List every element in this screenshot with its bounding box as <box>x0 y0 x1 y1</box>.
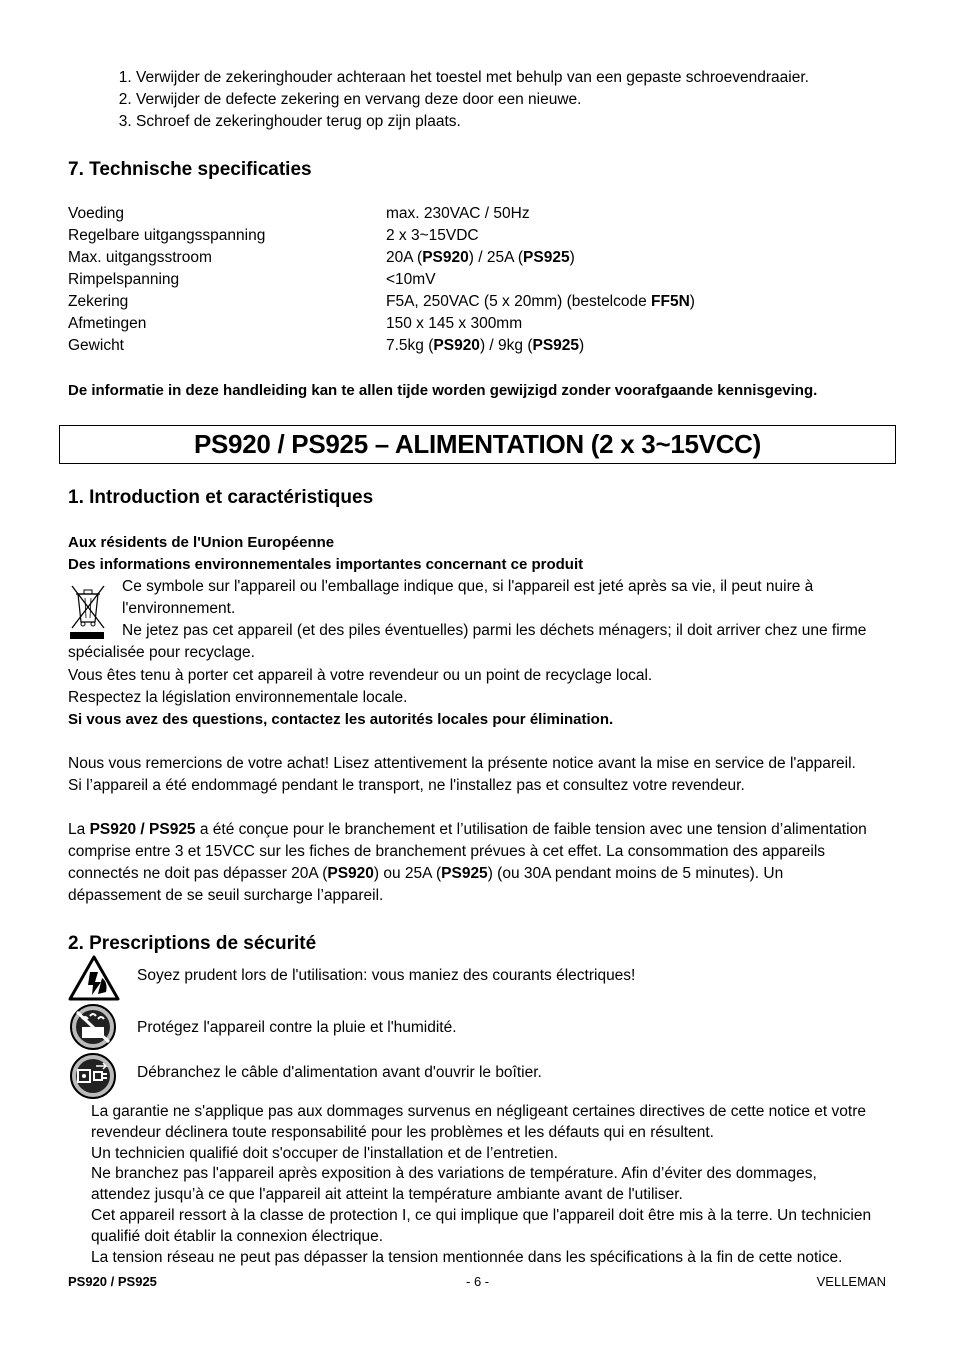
list-item: 3. Schroef de zekeringhouder terug op zijn plaats. <box>136 111 809 133</box>
weee-text: Ne jetez pas cet appareil (et des piles éventuelles) parmi les déchets ménagers; il doit arriver chez une firme <box>122 622 867 639</box>
table-row <box>68 269 888 291</box>
paragraph-line: revendeur déclinera toute responsabilité pour les problèmes et les défauts qui en résultent. <box>91 1123 714 1141</box>
table-row <box>68 247 888 269</box>
spec-value: F5A, 250VAC (5 x 20mm) (bestelcode FF5N) <box>386 293 695 310</box>
weee-text: spécialisée pour recyclage. <box>68 644 255 661</box>
paragraph-line: qualifié doit établir la connexion électrique. <box>91 1227 384 1245</box>
paragraph-line: Ne branchez pas l'appareil après exposition à des variations de température. Afin d’éviter des dommages, <box>91 1165 817 1183</box>
intro-heading: 1. Introduction et caractéristiques <box>68 487 374 508</box>
spec-value: 7.5kg (PS920) / 9kg (PS925) <box>386 337 585 354</box>
eu-title: Aux résidents de l'Union Européenne <box>68 534 335 551</box>
table-row <box>68 313 888 335</box>
section-title: PS920 / PS925 – ALIMENTATION (2 x 3~15VCC) <box>59 425 896 464</box>
list-item: 1. Verwijder de zekeringhouder achteraan het toestel met behulp van een gepaste schroevendraaier. <box>136 67 809 89</box>
spec-value: max. 230VAC / 50Hz <box>386 205 530 222</box>
table-row <box>68 291 888 313</box>
spec-label: Rimpelspanning <box>68 271 180 288</box>
spec-label: Zekering <box>68 293 129 310</box>
paragraph-line: Un technicien qualifié doit s'occuper de l'installation et de l’entretien. <box>91 1144 558 1162</box>
paragraph-line: attendez jusqu’à ce que l'appareil ait atteint la température ambiante avant de l'utiliser. <box>91 1186 683 1204</box>
paragraph-line: La garantie ne s'applique pas aux dommages survenus en négligeant certaines directives de cette notice et votre <box>91 1103 866 1120</box>
tech-heading: 7. Technische specificaties <box>68 159 312 180</box>
spec-label: Max. uitgangsstroom <box>68 249 212 266</box>
footer-model: PS920 / PS925 <box>68 1274 157 1289</box>
warning-text: Débranchez le câble d'alimentation avant d'ouvrir le boîtier. <box>137 1064 542 1081</box>
thanks-text: Si l’appareil a été endommagé pendant le transport, ne l'installez pas et consultez votre revendeur. <box>68 777 745 794</box>
weee-text: Respectez la législation environnementale locale. <box>68 689 408 706</box>
list-item: 2. Verwijder de defecte zekering en vervang deze door een nieuwe. <box>136 89 809 111</box>
safety-paragraphs <box>91 1102 891 1268</box>
no-rain-icon <box>68 1003 120 1051</box>
spec-value: 150 x 145 x 300mm <box>386 315 523 332</box>
spec-label: Gewicht <box>68 337 124 354</box>
spec-value: <10mV <box>386 271 436 288</box>
eu-subtitle: Des informations environnementales importantes concernant ce produit <box>68 556 584 573</box>
description-text: comprise entre 3 et 15VCC sur les fiches de branchement prévues à cet effet. La consommation des appareils <box>68 843 826 860</box>
unplug-icon <box>68 1052 120 1100</box>
page-number: - 6 - <box>466 1274 490 1289</box>
footer-brand: VELLEMAN <box>816 1274 886 1289</box>
warning-text: Protégez l'appareil contre la pluie et l'humidité. <box>137 1019 457 1036</box>
spec-table <box>68 203 888 357</box>
electric-shock-warning-icon <box>68 954 120 1002</box>
thanks-text: Nous vous remercions de votre achat! Lisez attentivement la présente notice avant la mise en service de l'appareil. <box>68 755 856 772</box>
description-text: connectés ne doit pas dépasser 20A (PS920) ou 25A (PS925) (ou 30A pendant moins de 5 minutes). Un <box>68 865 784 882</box>
crossed-bin-icon <box>68 582 108 642</box>
spec-value: 20A (PS920) / 25A (PS925) <box>386 249 575 266</box>
weee-text: Ce symbole sur l'appareil ou l'emballage indique que, si l'appareil est jeté après sa vie, il peut nuire à <box>122 578 814 595</box>
table-row <box>68 335 888 357</box>
fuse-steps <box>68 67 809 133</box>
table-row <box>68 203 888 225</box>
warning-text: Soyez prudent lors de l'utilisation: vous maniez des courants électriques! <box>137 967 636 984</box>
spec-value: 2 x 3~15VDC <box>386 227 479 244</box>
weee-contact: Si vous avez des questions, contactez les autorités locales pour élimination. <box>68 711 614 728</box>
table-row <box>68 225 888 247</box>
spec-label: Regelbare uitgangsspanning <box>68 227 266 244</box>
description-text: dépassement de se seuil surcharge l’appareil. <box>68 887 384 904</box>
spec-label: Afmetingen <box>68 315 147 332</box>
change-notice: De informatie in deze handleiding kan te allen tijde worden gewijzigd zonder voorafgaande kennisgeving. <box>68 382 818 399</box>
spec-label: Voeding <box>68 205 125 222</box>
weee-text: Vous êtes tenu à porter cet appareil à votre revendeur ou un point de recyclage local. <box>68 667 653 684</box>
paragraph-line: Cet appareil ressort à la classe de protection I, ce qui implique que l'appareil doit être mis à la terre. Un technicien <box>91 1206 872 1224</box>
weee-text: l'environnement. <box>122 600 236 617</box>
safety-heading: 2. Prescriptions de sécurité <box>68 933 317 954</box>
paragraph-line: La tension réseau ne peut pas dépasser la tension mentionnée dans les spécifications à la fin de cette notice. <box>91 1248 843 1266</box>
description-text: La PS920 / PS925 a été conçue pour le branchement et l’utilisation de faible tension avec une tension d’alimentation <box>68 821 867 838</box>
